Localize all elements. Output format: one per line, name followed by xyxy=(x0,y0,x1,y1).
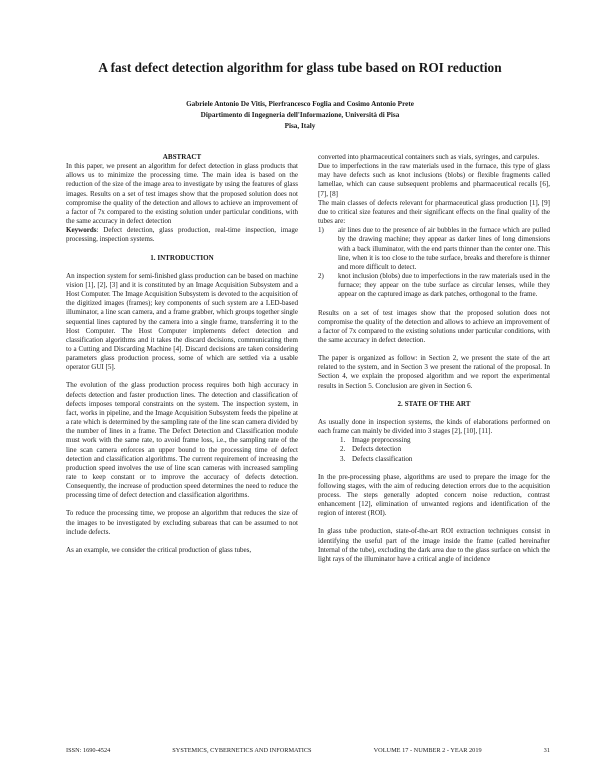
intro-paragraph-3: To reduce the processing time, we propose an algorithm that reduces the size of the images to be investigated by excluding subareas that can be assumed to not include defects. xyxy=(66,509,298,536)
intro-paragraph-7: The main classes of defects relevant for pharmaceutical glass production [1], [9] due to critical size features and their significant effects on the final quality of the tubes are: xyxy=(318,198,550,226)
footer-volume: VOLUME 17 - NUMBER 2 - YEAR 2019 xyxy=(373,747,482,754)
intro-paragraph-1: An inspection system for semi-finished glass production can be based on machine vision [1], [2], [3] and it is constituted by an Image Acquisition Subsystem and a Host Computer. The Image Acquisition Subsystem is devoted to the acquisition of the digitized images (frames); key components of such system are a LED-based illuminator, a line scan camera, and a frame grabber, which groups together single sequential lines captured by the camera into a single frame, transferring it to the Host Computer. The Host Computer implements defect detection and classification algorithms and it takes the discard decisions, communicating them to a Cutting and Discarding Machine [4]. Discard decisions are taken considering parameters glass production process, some of which are settled via a usable operator GUI [5]. xyxy=(66,271,298,372)
intro-paragraph-6: Due to imperfections in the raw materials used in the furnace, this type of glass may have defects such as knot inclusions (blobs) or flexible fragments called lamellae, which can cause subsequent problems and pharmaceutical recalls [6], [7], [8] xyxy=(318,162,550,198)
page-number: 31 xyxy=(543,747,550,754)
paper-title: A fast defect detection algorithm for glass tube based on ROI reduction xyxy=(98,60,502,75)
intro-paragraph-2: The evolution of the glass production process requires both high accuracy in defects detection and faster production lines. The detection and classification of defects imposes temporal constraints on the system. The inspection system, in fact, works in pipeline, and the Image Acquisition Subsystem feeds the pipeline at a rate which is determined by the sampling rate of the line scan camera divided by the number of lines in a frame. The Defect Detection and Classification module must work with the same rate, to avoid frame loss, i.e., the sampling rate of the line scan camera enforces an upper bound to the processing time of defect detection and classification algorithms. The current requirement of increasing the production speed involves the use of line scan cameras with increased sampling rate to keep constant or to improve the accuracy of defects detection. Consequently, the increase of production speed determines the need to reduce the processing time of defect detection and classification algorithms. xyxy=(66,381,298,500)
keywords-text: : Defect detection, glass production, real-time inspection, image processing, inspection systems. xyxy=(66,226,298,244)
intro-paragraph-4: As an example, we consider the critical production of glass tubes, xyxy=(66,545,252,554)
list-item: 1) air lines due to the presence of air bubbles in the furnace which are pulled by the drawing machine; they appear as darker lines of long dimensions with a back illuminator, with the end parts thinner than the center one. This line, when it is too close to the tube surface, breaks and therefore is thinner and more difficult to detect. xyxy=(318,226,550,271)
keywords-label: Keywords xyxy=(66,226,97,235)
author-department: Dipartimento di Ingegneria dell'Informazione, Università di Pisa xyxy=(200,111,400,119)
footer-journal: SYSTEMICS, CYBERNETICS AND INFORMATICS xyxy=(172,747,312,754)
footer-issn: ISSN: 1690-4524 xyxy=(66,747,111,754)
list-item: 2. Defects detection xyxy=(340,445,402,454)
intro-paragraph-8: Results on a set of test images show that the proposed solution does not compromise the quality of the detection and allows to achieve an improvement of a factor of 7x compared to the existing solutions under particular conditions, with the same accuracy in defect detection. xyxy=(318,308,550,344)
intro-paragraph-9: The paper is organized as follow: in Section 2, we present the state of the art related to the system, and in Section 3 we present the rational of the proposal. In Section 4, we explain the proposed algorithm and we report the experimental results in Section 5. Conclusion are given in Section 6. xyxy=(318,354,550,390)
introduction-heading: 1. INTRODUCTION xyxy=(150,253,214,262)
page-footer xyxy=(66,747,550,754)
list-item: 1. Image preprocessing xyxy=(340,436,411,445)
state-paragraph-3: In glass tube production, state-of-the-art ROI extraction techniques consist in identifying the useful part of the image inside the frame (called hereinafter Internal of the tube), excluding the dark area due to the glass surface on which the light rays of the illuminator have a critical angle of incidence xyxy=(318,527,550,563)
state-paragraph-1: As usually done in inspection systems, the kinds of elaborations performed on each frame can mainly be divided into 3 stages [2], [10], [11]. xyxy=(318,417,550,436)
right-column xyxy=(318,153,550,564)
author-block xyxy=(0,99,600,132)
list-item: 2) knot inclusion (blobs) due to imperfections in the raw materials used in the furnace; they appear on the tube surface as circular lenses, while they appear on the captured image as dark patches, orthogonal to the frame. xyxy=(318,272,550,299)
keywords xyxy=(66,226,298,244)
defect-classes-list xyxy=(318,226,550,299)
abstract-heading: ABSTRACT xyxy=(162,153,202,161)
state-of-art-heading: 2. STATE OF THE ART xyxy=(397,399,471,408)
author-location: Pisa, Italy xyxy=(284,122,316,130)
author-names: Gabriele Antonio De Vitis, Pierfrancesco Foglia and Cosimo Antonio Prete xyxy=(186,100,414,108)
abstract-text: In this paper, we present an algorithm for defect detection in glass products that allows us to minimize the processing time. The main idea is based on the reduction of the size of the image area to investigate by using the features of glass images. Results on a set of test images show that the proposed solution does not compromise the quality of the detection and allows to achieve an improvement of a factor of 7x compared to the existing solution under particular conditions, with the same accuracy in defect detection xyxy=(66,162,298,226)
left-column xyxy=(66,153,298,555)
stages-list xyxy=(318,436,550,463)
state-paragraph-2: In the pre-processing phase, algorithms are used to prepare the image for the following stages, with the aim of reducing detection errors due to the acquisition process. The steps generally adopted concern noise reduction, contrast enhancement [12], elimination of unwanted regions and identification of the region of interest (ROI). xyxy=(318,472,550,518)
list-item: 3. Defects classification xyxy=(340,454,413,463)
intro-paragraph-5: converted into pharmaceutical containers such as vials, syringes, and carpules. xyxy=(318,153,540,161)
